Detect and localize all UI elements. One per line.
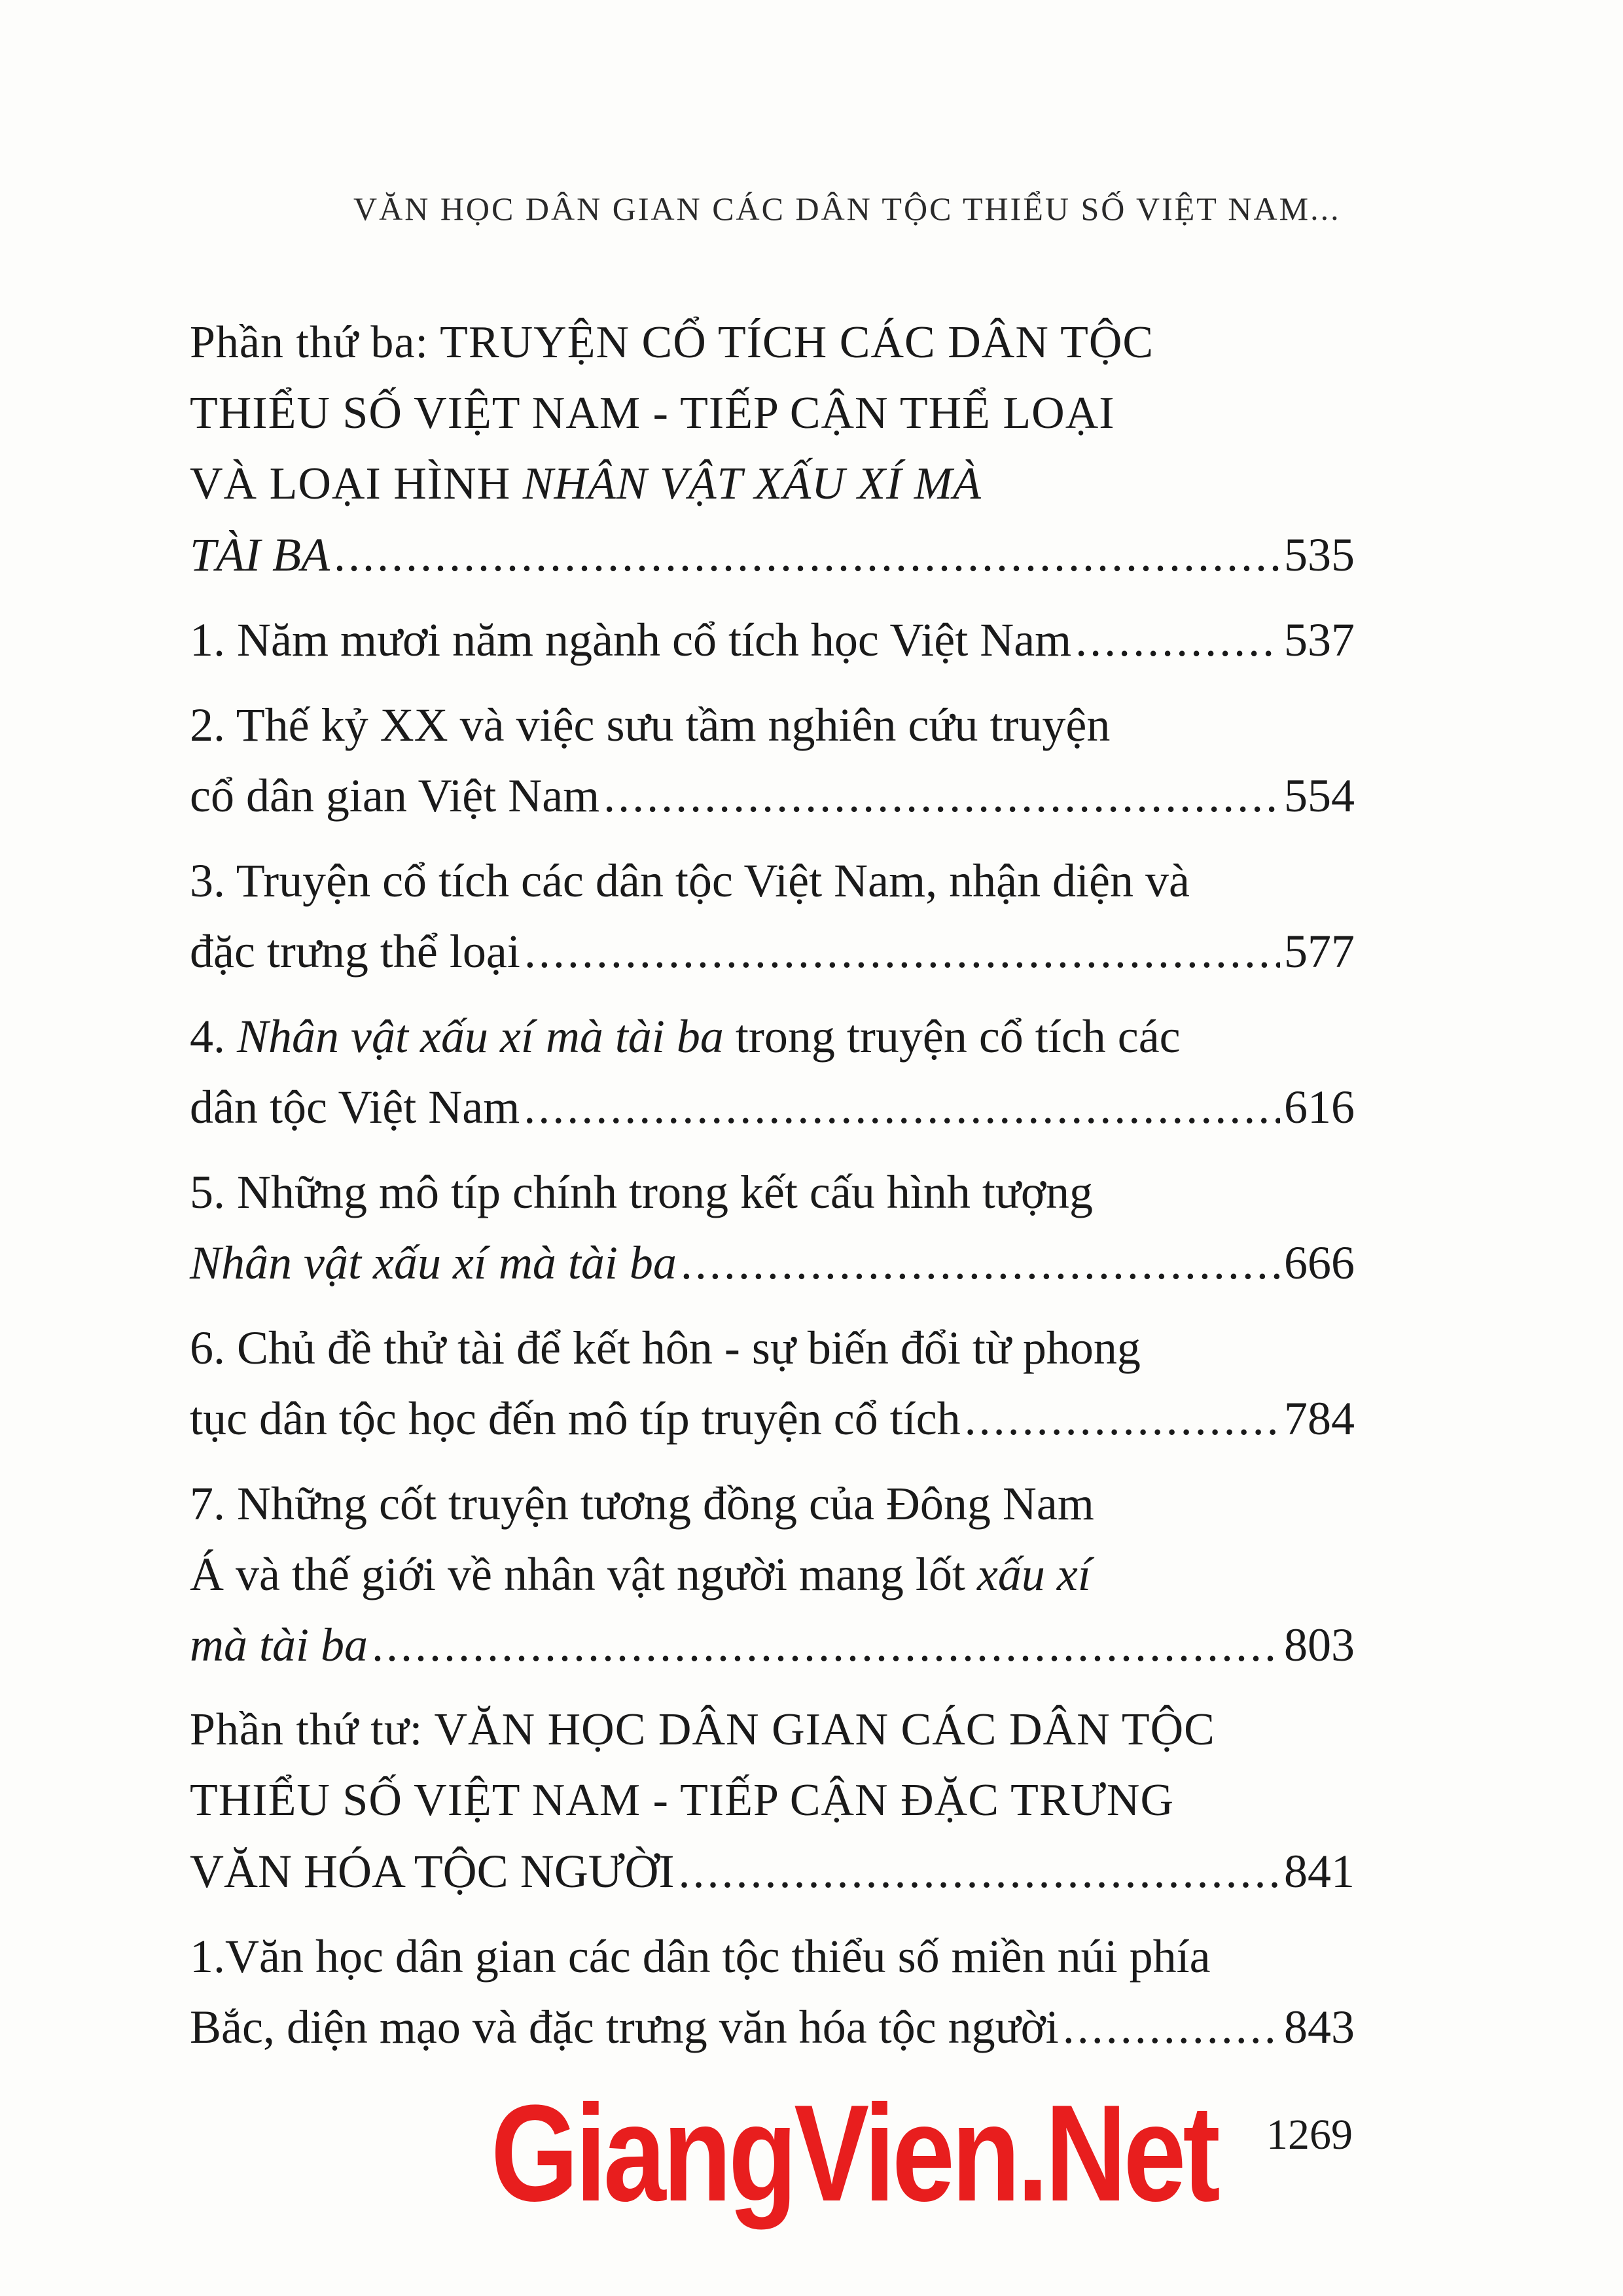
toc-text: tục dân tộc học đến mô típ truyện cổ tích (190, 1392, 961, 1445)
toc-line: Phần thứ tư: VĂN HỌC DÂN GIAN CÁC DÂN TỘC (190, 1704, 1215, 1755)
dot-leader (603, 760, 1280, 831)
toc-last-line (190, 1227, 1355, 1298)
toc-last-line (190, 1072, 1355, 1142)
toc-page-number: 803 (1284, 1619, 1355, 1671)
toc-line: Phần thứ ba: TRUYỆN CỔ TÍCH CÁC DÂN TỘC (190, 317, 1154, 368)
toc-line: 2. Thế kỷ XX và việc sưu tầm nghiên cứu truyện (190, 699, 1111, 751)
dot-leader (524, 916, 1280, 987)
toc-text: mà tài ba (190, 1619, 368, 1671)
dot-leader (679, 1836, 1280, 1907)
toc-italic-text: Nhân vật xấu xí mà tài ba (237, 1010, 724, 1063)
toc-line: 6. Chủ đề thử tài để kết hôn - sự biến đổi từ phong (190, 1322, 1141, 1374)
toc-text: 4. (190, 1010, 237, 1063)
toc-entry-5[interactable] (190, 1157, 1355, 1298)
toc-text: TÀI BA (190, 529, 330, 581)
toc-page-number: 841 (1284, 1845, 1355, 1898)
toc-text: VÀ LOẠI HÌNH (190, 459, 523, 509)
toc-page-number: 666 (1284, 1237, 1355, 1289)
dot-leader (681, 1227, 1280, 1298)
toc-text: Bắc, diện mạo và đặc trưng văn hóa tộc người (190, 2001, 1059, 2053)
dot-leader (334, 520, 1280, 590)
toc-entry-part-four[interactable] (190, 1695, 1355, 1907)
toc-page-number: 535 (1284, 529, 1355, 581)
table-of-contents (190, 308, 1355, 2077)
toc-page-number: 843 (1284, 2001, 1355, 2053)
dot-leader (1063, 1992, 1280, 2062)
toc-last-line (190, 1610, 1355, 1680)
toc-text: 1. Năm mươi năm ngành cổ tích học Việt Nam (190, 614, 1072, 666)
toc-entry-2[interactable] (190, 690, 1355, 831)
page-number: 1269 (1266, 2111, 1353, 2159)
toc-italic-text: xấu xí (976, 1548, 1091, 1600)
toc-entry-4[interactable] (190, 1001, 1355, 1142)
toc-line: 1.Văn học dân gian các dân tộc thiểu số miền núi phía (190, 1930, 1211, 1983)
toc-text: trong truyện cổ tích các (723, 1010, 1181, 1063)
running-title: VĂN HỌC DÂN GIAN CÁC DÂN TỘC THIỂU SỐ VIỆT NAM... (353, 190, 1341, 227)
watermark-logo: GiangVien.Net (491, 2076, 1217, 2230)
toc-line (190, 1539, 1355, 1610)
toc-italic-text: NHÂN VẬT XẤU XÍ MÀ (522, 459, 982, 509)
toc-text: cổ dân gian Việt Nam (190, 769, 600, 822)
toc-entry-6[interactable] (190, 1313, 1355, 1454)
toc-last-line (190, 760, 1355, 831)
toc-line: THIỂU SỐ VIỆT NAM - TIẾP CẬN ĐẶC TRƯNG (190, 1775, 1175, 1826)
dot-leader (965, 1383, 1280, 1454)
toc-entry-1[interactable] (190, 605, 1355, 675)
toc-text: Nhân vật xấu xí mà tài ba (190, 1237, 677, 1289)
toc-last-line (190, 605, 1355, 675)
toc-entry-part-four-1[interactable] (190, 1921, 1355, 2062)
toc-last-line (190, 1992, 1355, 2062)
toc-entry-7[interactable] (190, 1468, 1355, 1680)
toc-line: THIỂU SỐ VIỆT NAM - TIẾP CẬN THỂ LOẠI (190, 388, 1115, 438)
toc-page-number: 577 (1284, 925, 1355, 978)
toc-last-line (190, 1836, 1355, 1907)
toc-page-number: 616 (1284, 1081, 1355, 1133)
toc-line: 5. Những mô típ chính trong kết cấu hình tượng (190, 1166, 1093, 1218)
toc-last-line (190, 916, 1355, 987)
toc-line: 3. Truyện cổ tích các dân tộc Việt Nam, nhận diện và (190, 855, 1190, 907)
toc-text: đặc trưng thể loại (190, 925, 520, 978)
toc-page-number: 554 (1284, 769, 1355, 822)
toc-text: dân tộc Việt Nam (190, 1081, 520, 1133)
toc-text: Á và thế giới về nhân vật người mang lốt (190, 1548, 977, 1600)
toc-page-number: 537 (1284, 614, 1355, 666)
toc-page-number: 784 (1284, 1392, 1355, 1445)
toc-line (190, 1001, 1355, 1072)
dot-leader (1075, 605, 1280, 675)
toc-last-line (190, 1383, 1355, 1454)
dot-leader (372, 1610, 1280, 1680)
toc-last-line (190, 520, 1355, 590)
toc-text: VĂN HÓA TỘC NGƯỜI (190, 1845, 675, 1898)
dot-leader (524, 1072, 1280, 1142)
toc-entry-part-three[interactable] (190, 308, 1355, 590)
toc-line: 7. Những cốt truyện tương đồng của Đông Nam (190, 1477, 1094, 1530)
toc-line (190, 449, 1355, 520)
toc-entry-3[interactable] (190, 845, 1355, 987)
